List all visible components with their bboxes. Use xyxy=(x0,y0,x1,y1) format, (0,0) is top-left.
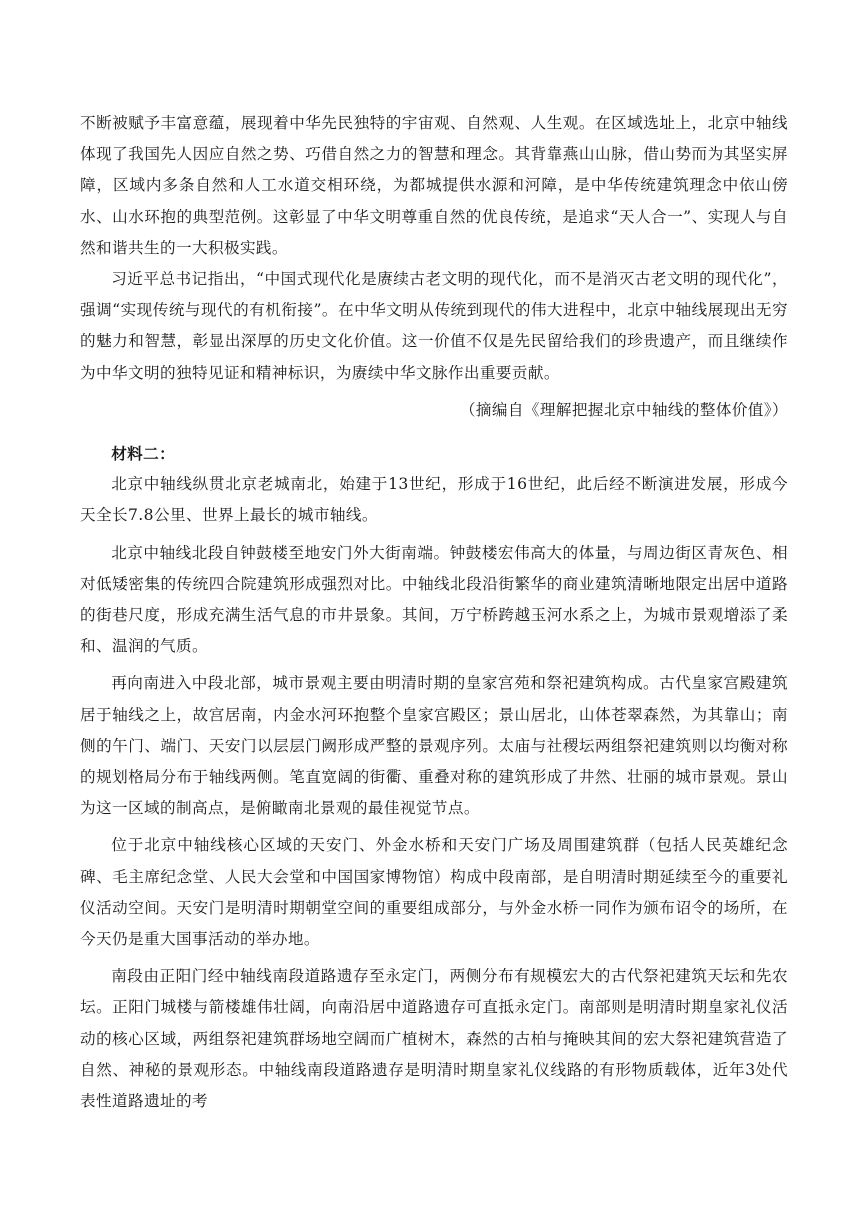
source-citation: （摘编自《理解把握北京中轴线的整体价值》） xyxy=(459,400,788,419)
body-paragraph: 习近平总书记指出，“中国式现代化是赓续古老文明的现代化，而不是消灭古老文明的现代化”，强调“实现传统与现代的有机衔接”。在中华文明从传统到现代的伟大进程中，北京中轴线展现出无穷的魅力和智慧，彰显出深厚的历史文化价值。这一价值不仅是先民留给我们的珍贵遗产，而且继续作为中华文明的独特见证和精神标识，为赓续中华文脉作出重要贡献。 xyxy=(80,270,788,382)
body-paragraph: 不断被赋予丰富意蕴，展现着中华先民独特的宇宙观、自然观、人生观。在区域选址上，北京中轴线体现了我国先人因应自然之势、巧借自然之力的智慧和理念。其背靠燕山山脉，借山势而为其坚实屏障，区域内多条自然和人工水道交相环绕，为都城提供水源和河障，是中华传统建筑理念中依山傍水、山水环抱的典型范例。这彰显了中华文明尊重自然的优良传统，是追求“天人合一”、实现人与自然和谐共生的一大积极实践。 xyxy=(80,114,788,257)
document-page xyxy=(80,108,788,1208)
body-paragraph: 北京中轴线纵贯北京老城南北，始建于13世纪，形成于16世纪，此后经不断演进发展，形成今天全长7.8公里、世界上最长的城市轴线。 xyxy=(80,475,788,525)
section-heading: 材料二： xyxy=(111,444,176,464)
body-paragraph: 南段由正阳门经中轴线南段道路遗存至永定门，两侧分布有规模宏大的古代祭祀建筑天坛和先农坛。正阳门城楼与箭楼雄伟壮阔，向南沿居中道路遗存可直抵永定门。南部则是明清时期皇家礼仪活动的核心区域，两组祭祀建筑群场地空阔而广植树木，森然的古柏与掩映其间的宏大祭祀建筑营造了自然、神秘的景观形态。中轴线南段道路遗存是明清时期皇家礼仪线路的有形物质载体，近年3处代表性道路遗址的考 xyxy=(80,967,788,1111)
body-paragraph: 位于北京中轴线核心区域的天安门、外金水桥和天安门广场及周围建筑群（包括人民英雄纪念碑、毛主席纪念堂、人民大会堂和中国国家博物馆）构成中段南部，是自明清时期延续至今的重要礼仪活动空间。天安门是明清时期朝堂空间的重要组成部分，与外金水桥一同作为颁布诏令的场所，在今天仍是重大国事活动的举办地。 xyxy=(80,836,788,949)
body-paragraph: 北京中轴线北段自钟鼓楼至地安门外大街南端。钟鼓楼宏伟高大的体量，与周边街区青灰色、相对低矮密集的传统四合院建筑形成强烈对比。中轴线北段沿街繁华的商业建筑清晰地限定出居中道路的街巷尺度，形成充满生活气息的市井景象。其间，万宁桥跨越玉河水系之上，为城市景观增添了柔和、温润的气质。 xyxy=(80,543,788,656)
body-paragraph: 再向南进入中段北部，城市景观主要由明清时期的皇家宫苑和祭祀建筑构成。古代皇家宫殿建筑居于轴线之上，故宫居南，内金水河环抱整个皇家宫殿区；景山居北，山体苍翠森然，为其靠山；南侧的午门、端门、天安门以层层门阙形成严整的景观序列。太庙与社稷坛两组祭祀建筑则以均衡对称的规划格局分布于轴线两侧。笔直宽阔的街衢、重叠对称的建筑形成了井然、壮丽的城市景观。景山为这一区域的制高点，是俯瞰南北景观的最佳视觉节点。 xyxy=(80,674,788,818)
